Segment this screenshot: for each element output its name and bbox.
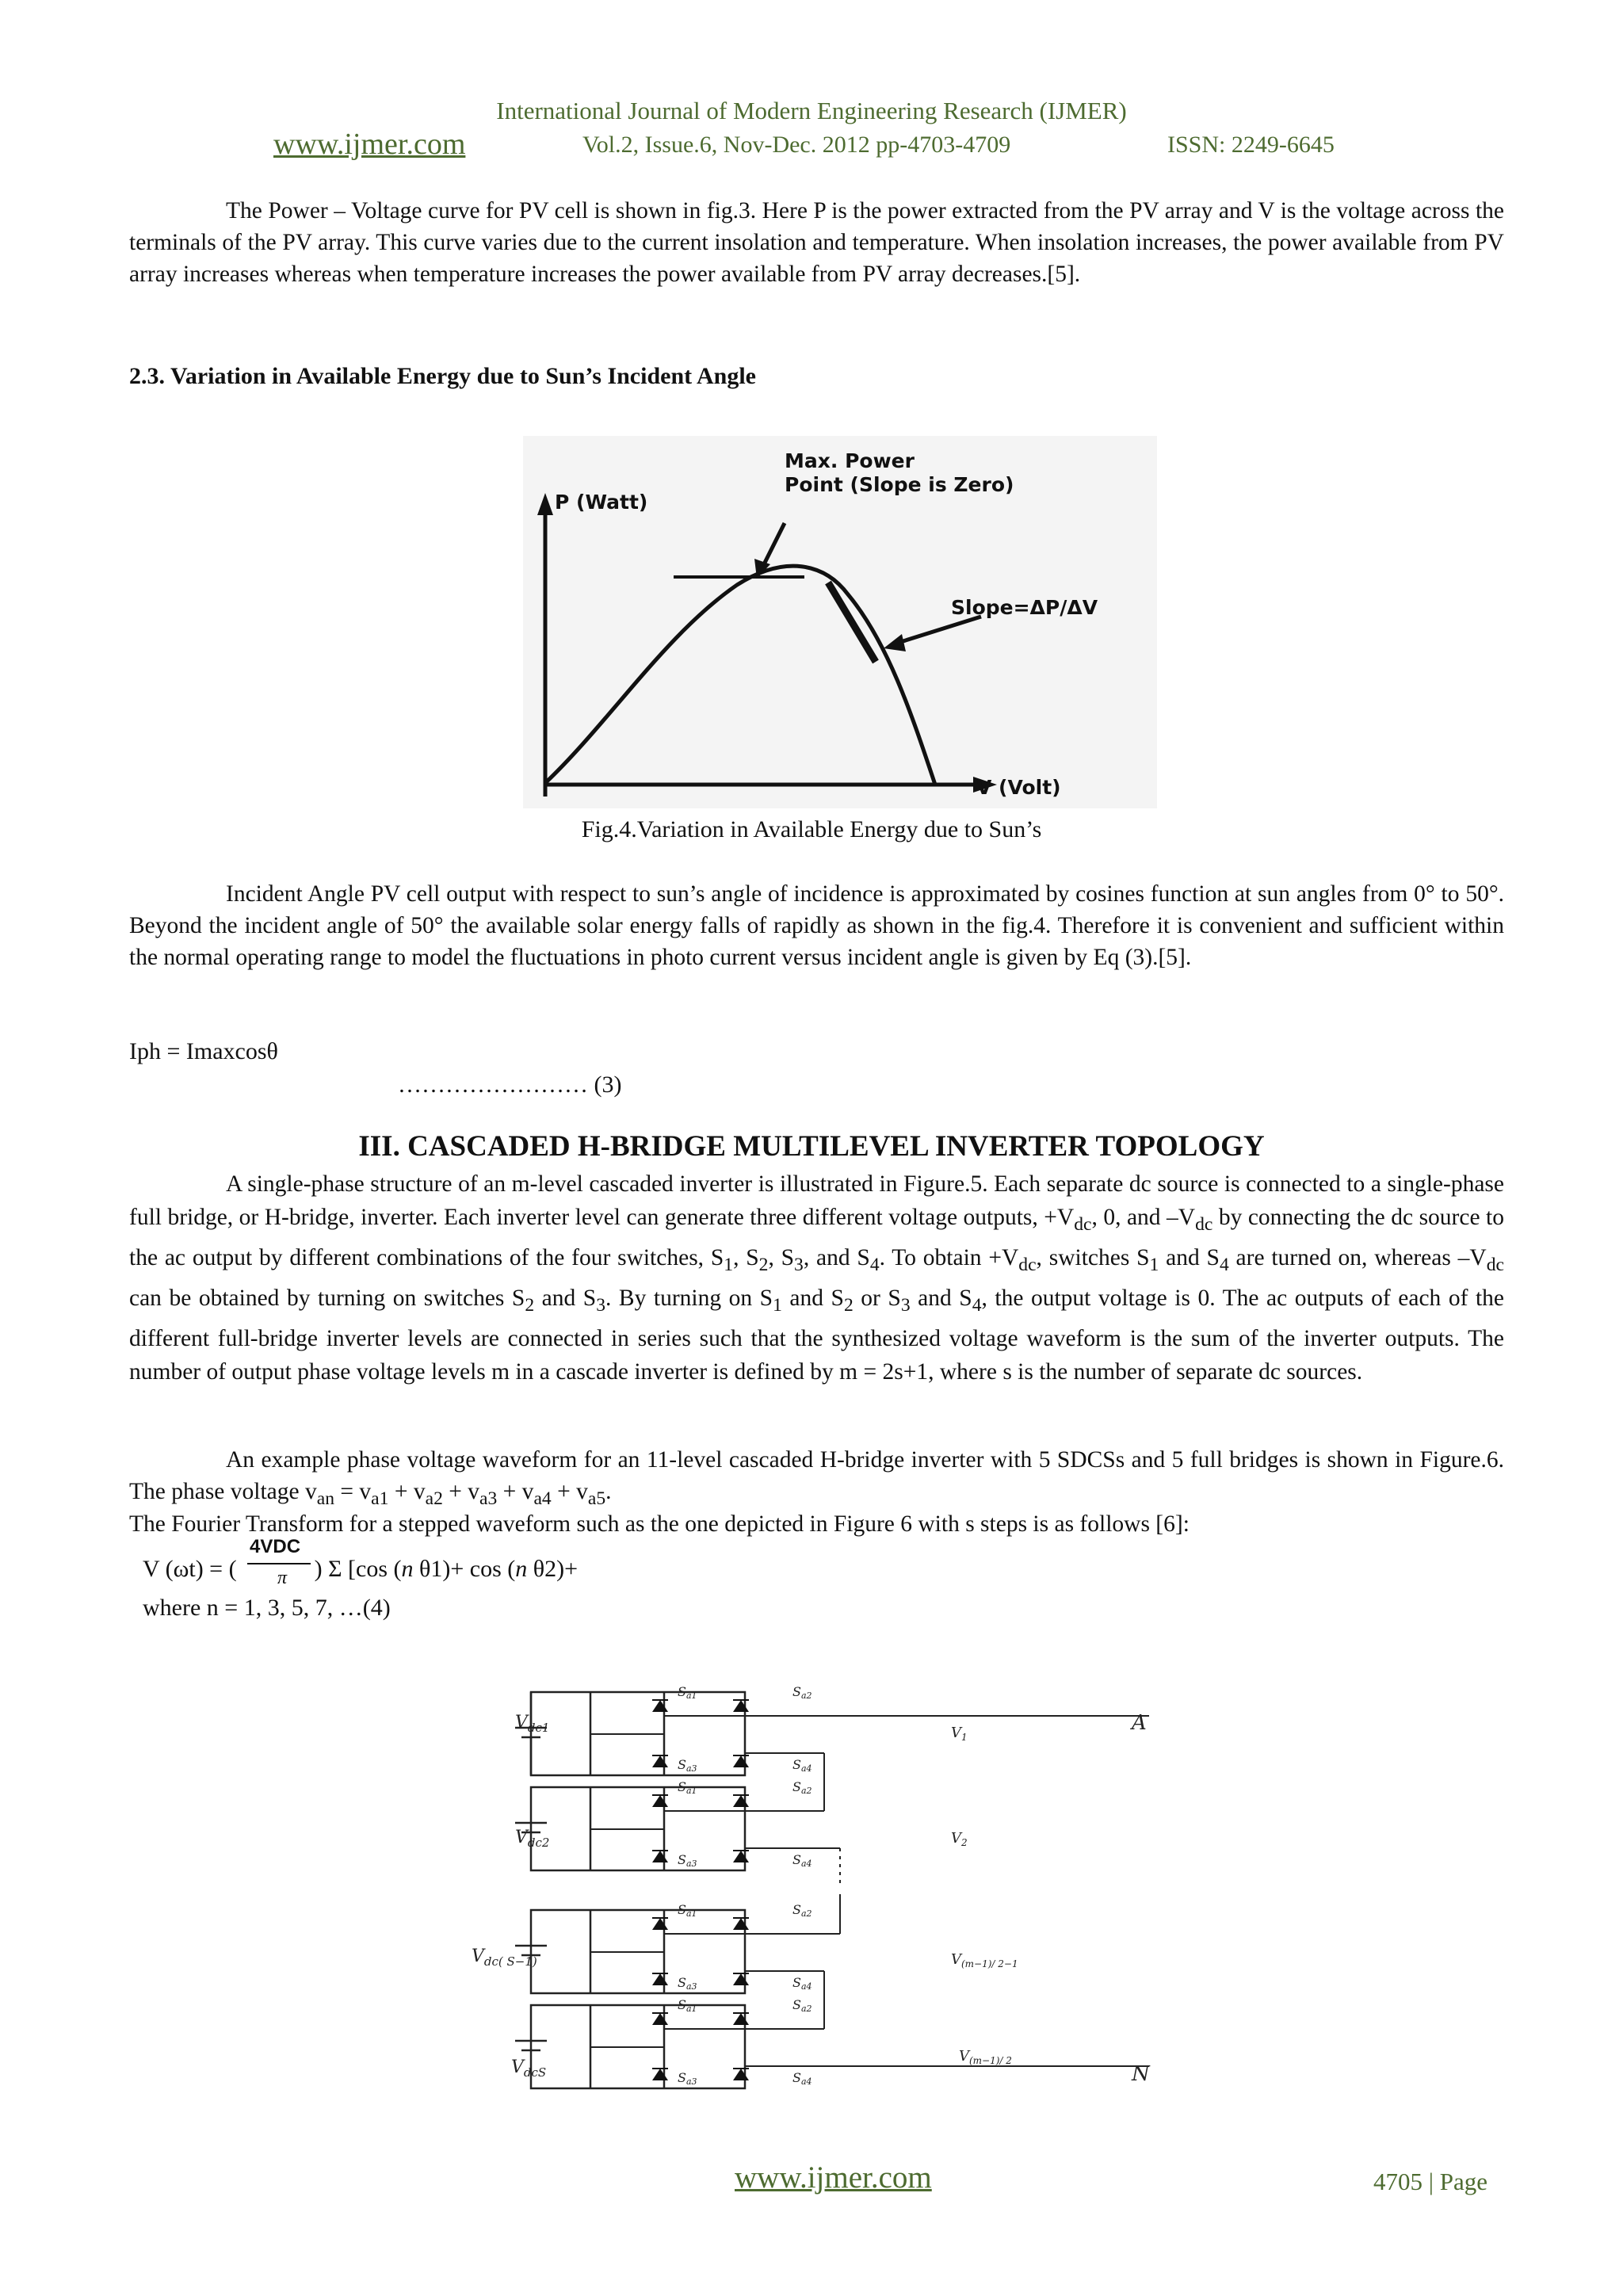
paragraph-pv-curve: The Power – Voltage curve for PV cell is shown in fig.3. Here P is the power extracted from the PV array and V is the voltage across the terminals of the PV array. This curve varies due to the current insolation and temperature. When insolation increases, the power available from PV array increases whereas when temperature increases the power available from PV array decreases.[5]. xyxy=(129,198,1504,287)
x-axis-label: V (Volt) xyxy=(976,776,1061,799)
footer-url-link[interactable]: www.ijmer.com xyxy=(735,2160,932,2195)
svg-text:Sa3: Sa3 xyxy=(678,1852,697,1869)
figure-4-pv-power-curve xyxy=(523,436,1157,808)
h-bridge-cell-1 xyxy=(515,1692,1149,1775)
footer-page-number: 4705 | Page xyxy=(1373,2168,1487,2195)
journal-url-link[interactable]: www.ijmer.com xyxy=(273,128,466,161)
label-v-m-minus-1-half-minus-1: $V_{(m-1)/ 2-1}$ xyxy=(951,1951,1018,1969)
volume-info: Vol.2, Issue.6, Nov-Dec. 2012 pp-4703-4709 xyxy=(582,132,1011,158)
svg-text:Sa2: Sa2 xyxy=(792,1779,812,1796)
label-v-m-minus-1-half: $V_{(m-1)/ 2}$ xyxy=(959,2048,1012,2066)
svg-text:Sa1: Sa1 xyxy=(678,1779,697,1796)
svg-text:Sa2: Sa2 xyxy=(792,1997,812,2014)
issn-info: ISSN: 2249-6645 xyxy=(1167,132,1335,158)
svg-text:Sa4: Sa4 xyxy=(792,2070,812,2087)
svg-text:Sa4: Sa4 xyxy=(792,1975,812,1992)
paragraph-cascaded-structure: A single-phase structure of an m-level cascaded inverter is illustrated in Figure.5. Each separate dc source is connected to a single-phase full bridge, or H-bridge, inverter. Each inverter level can generate three different voltage outputs, $+V_{dc}$, 0, and $-V_{dc}$ by connecting the dc source to the ac output by different combinations of the four switches, $S_1$, $S_2$, $S_3$, and $S_4$. To obtain $+V_{dc}$, switches $S_1$ and $S_4$ are turned on, whereas $-V_{dc}$ can be obtained by turning on switches $S_2$ and $S_3$. By turning on $S_1$ and $S_2$ or $S_3$ and $S_4$, the output voltage is 0. The ac outputs of each of the different full-bridge inverter levels are connected in series such that the synthesized voltage waveform is the sum of the inverter outputs. The number of output phase voltage levels m in a cascade inverter is defined by m = 2s+1, where s is the number of separate dc sources. xyxy=(129,1171,1504,1385)
journal-info-line xyxy=(273,128,1351,170)
fraction-numerator: 4VDC xyxy=(250,1536,301,1557)
label-v2: $V_2$ xyxy=(951,1830,968,1848)
equation-3-number: …………………… (3) xyxy=(398,1072,622,1098)
svg-text:Sa2: Sa2 xyxy=(792,1902,812,1919)
svg-text:Sa4: Sa4 xyxy=(792,1852,812,1869)
node-a-label: A xyxy=(1132,1711,1147,1735)
svg-text:Sa1: Sa1 xyxy=(678,1902,697,1919)
label-vdc1: $V_{dc1}$ xyxy=(515,1713,550,1735)
y-axis-label: P (Watt) xyxy=(555,491,648,514)
fraction-denominator: π xyxy=(277,1568,288,1588)
svg-text:Sa3: Sa3 xyxy=(678,2070,697,2087)
heading-2-3: 2.3. Variation in Available Energy due to Sun’s Incident Angle xyxy=(129,363,756,389)
label-v1: $V_1$ xyxy=(951,1725,968,1743)
svg-text:Sa3: Sa3 xyxy=(678,1757,697,1774)
slope-label: Slope=ΔP/ΔV xyxy=(951,596,1098,619)
equation-4-where: where n = 1, 3, 5, 7, …(4) xyxy=(143,1595,391,1621)
paragraph-phase-voltage-example: An example phase voltage waveform for an 11-level cascaded H-bridge inverter with 5 SDCSs and 5 full bridges is shown in Figure.6. The phase voltage $v_{an} = v_{a1} + v_{a2} + v_{a3} + v_{a4} + v_{a5}$. xyxy=(129,1447,1504,1509)
svg-text:Sa3: Sa3 xyxy=(678,1975,697,1992)
section-3-title: III. CASCADED H-BRIDGE MULTILEVEL INVERTER TOPOLOGY xyxy=(358,1130,1265,1163)
svg-text:Sa1: Sa1 xyxy=(678,1684,697,1701)
paragraph-fourier-transform: The Fourier Transform for a stepped waveform such as the one depicted in Figure 6 with s steps is as follows [6]: xyxy=(129,1511,1190,1537)
h-bridge-cell-s xyxy=(515,1971,1149,2088)
journal-title: International Journal of Modern Engineering Research (IJMER) xyxy=(496,97,1127,124)
label-vdc-s: $V_{dcS}$ xyxy=(511,2057,547,2080)
svg-text:Sa2: Sa2 xyxy=(792,1684,812,1701)
figure-5-cascaded-h-bridge xyxy=(468,1680,1181,2124)
figure-4-caption: Fig.4.Variation in Available Energy due to Sun’s xyxy=(581,816,1042,842)
node-n-label: N xyxy=(1132,2062,1150,2086)
equation-4-body: V (ωt) = ( ) Σ [cos (n θ1)+ cos (n θ2)+ xyxy=(143,1556,579,1582)
paragraph-incident-angle: Incident Angle PV cell output with respect to sun’s angle of incidence is approximated by cosines function at sun angles from 0° to 50°. Beyond the incident angle of 50° the available solar energy falls of rapidly as shown in the fig.4. Therefore it is convenient and sufficient within the normal operating range to model the fluctuations in photo current versus incident angle is given by Eq (3).[5]. xyxy=(129,881,1504,970)
svg-text:Sa1: Sa1 xyxy=(678,1997,697,2014)
equation-3-lhs: Iph = Imaxcosθ xyxy=(129,1038,278,1064)
svg-text:Sa4: Sa4 xyxy=(792,1757,812,1774)
label-vdc2: $V_{dc2}$ xyxy=(515,1828,550,1850)
mpp-label-line-1: Max. Power xyxy=(785,449,915,472)
mpp-label-line-2: Point (Slope is Zero) xyxy=(785,473,1014,496)
label-vdc-s-minus-1: $V_{dc( S-1)}$ xyxy=(472,1946,537,1969)
